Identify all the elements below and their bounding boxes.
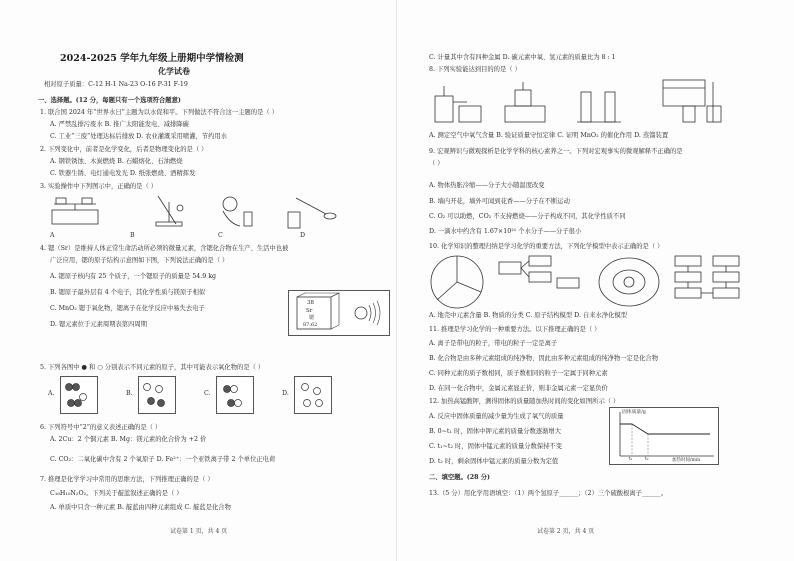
exam-page-right	[397, 0, 794, 561]
pouring-liquid-figure	[288, 198, 336, 228]
question-2: 2. 下列变化中，前者是化学变化，后者是物理变化的是（ ）	[40, 146, 208, 153]
hollow-atom	[302, 384, 309, 391]
question-3-figures	[48, 194, 348, 232]
question-4-option-d: D. 锶元素位于元素周期表第四周期	[50, 321, 147, 328]
question-2-options-ab: A. 钢铁锈蚀、木炭燃烧 B. 石蜡熔化、石油燃烧	[50, 158, 183, 165]
q3-label-b: B	[130, 232, 135, 239]
question-12-option-d: D. t₂ 时，剩余固体中锰元素的质量分数为定值	[429, 458, 559, 465]
question-4-line-1: 4. 锶（Sr）是维持人体正常生命活动所必须的微量元素，含锶化合物在生产、生活中也被	[40, 245, 289, 252]
question-10: 10. 化学知识的整理归纳是学习化学的重要方法，下列化学模型中表示正确的是（ ）	[429, 243, 664, 250]
hollow-atom	[144, 384, 151, 391]
graph-y-label: 固体质量/g	[622, 410, 646, 415]
question-12: 12. 加热高锰酸钾，测得固体的质量随加热时间的变化如图所示（ ）	[429, 398, 620, 405]
filled-atom	[148, 398, 155, 405]
question-7-line-1: 7. 推理是化学学习中常用的思维方法，下列推理正确的是（ ）	[40, 476, 214, 483]
filled-atom	[66, 384, 73, 391]
question-11-option-c: C. 同种元素的质子数相同，质子数相同的粒子一定属于同种元素	[429, 370, 608, 377]
question-9-line-2: （ ）	[429, 160, 444, 167]
question-9-option-c: C. O₂ 可以助燃，CO₂ 不支持燃烧——分子构成不同，其化学性质不同	[429, 213, 626, 220]
q5-option-label: A.	[48, 390, 55, 397]
filled-atom	[68, 400, 75, 407]
q3-label-d: D	[300, 232, 306, 239]
catalyst-apparatus	[577, 92, 621, 122]
atomic-number: 38	[307, 300, 314, 306]
q3-label-c: C	[218, 232, 223, 239]
water-purification-model	[675, 256, 739, 298]
question-7-line-2: C₁₆H₁₀N₂O₂。下列关于靛蓝叙述正确的是（ ）	[50, 490, 183, 497]
filled-atom	[158, 400, 165, 407]
question-6-options-cd: C. CO₂：二氧化碳中含有 2 个氧原子 D. Fe²⁺：一个亚铁离子带 2 个单位正电荷	[50, 456, 276, 463]
atomic-mass: 87.62	[303, 322, 318, 328]
question-1: 1. 联合国 2024 年“世界水日”主题为以水促和平。下列做法不符合这一主题的是（ ）	[40, 109, 278, 116]
q5-option-label: C.	[204, 390, 211, 397]
question-7-option-a: A. 单质中只含一种元素 B. 靛蓝由四种元素组成 C. 靛蓝是化合物	[50, 504, 231, 511]
question-12-option-b: B. 0~t₁ 时，固体中钾元素的质量分数逐渐增大	[429, 428, 562, 435]
question-11-option-a: A. 离子是带电的粒子，带电的粒子一定是离子	[429, 340, 558, 347]
question-6-options-ab: A. 2Cu：2 个铜元素 B. Mg：镁元素的化合价为 +2 价	[50, 436, 207, 443]
question-9-option-a: A. 物体热胀冷缩——分子大小随温度改变	[429, 182, 545, 189]
section-1-heading: 一、选择题。(12 分，每题只有一个选项符合题意)	[38, 97, 181, 104]
mass-curve	[620, 424, 710, 434]
hollow-atom	[304, 400, 311, 407]
question-12-option-c: C. t₁~t₂ 时，固体中锰元素的质量分数保持不变	[429, 443, 563, 450]
question-8: 8. 下列实验能达到目的的是（ ）	[429, 66, 521, 73]
heating-tube-figure	[156, 196, 183, 226]
question-10-options: A. 地壳中元素含量 B. 物质的分类 C. 原子结构模型 D. 自来水净化模型	[429, 312, 628, 319]
filled-atom	[75, 400, 82, 407]
question-9-option-d: D. 一滴水中约含有 1.67×10²¹ 个水分子——分子很小	[429, 228, 582, 235]
question-5-figures	[48, 376, 358, 416]
mass-balance-apparatus	[505, 82, 545, 122]
question-1-options-cd: C. 工业“三废”处理达标后排放 D. 农业灌溉采用喷灌，节约用水	[50, 133, 227, 140]
exam-title: 2024-2025 学年九年级上册期中学情检测	[60, 53, 244, 64]
atomic-masses: 相对原子质量：C-12 H-1 Na-23 O-16 P-31 F-19	[44, 81, 188, 88]
air-test-apparatus	[435, 86, 481, 122]
question-2-options-cd: C. 铁器生锈、电灯通电发光 D. 纸张燃烧、酒精挥发	[50, 170, 196, 177]
hollow-atom	[314, 388, 321, 395]
q3-label-a: A	[50, 232, 55, 239]
nucleus-circle	[355, 307, 367, 319]
filled-atom	[224, 386, 231, 393]
question-13: 13.（5 分）用化学用语填空：（1）两个氢原子______；（2）三个硫酸根离子______。	[429, 490, 668, 497]
exam-subtitle: 化学试卷	[158, 66, 190, 76]
question-5: 5. 下列各图中 ● 和 ○ 分别表示不同元素的原子，其中可能表示氧化物的是（ ）	[40, 364, 265, 371]
graph-t1-tick: t₁	[629, 457, 633, 462]
mass-time-graph	[609, 407, 719, 465]
hollow-atom	[80, 394, 87, 401]
q5-molecule-box	[138, 376, 176, 414]
substance-classification	[499, 256, 579, 288]
filled-atom	[228, 400, 235, 407]
section-2-heading: 二、填空题。(28 分)	[429, 474, 490, 481]
question-11-option-b: B. 化合物是由多种元素组成的纯净物，因此由多种元素组成的纯净物一定是化合物	[429, 355, 659, 362]
question-12-option-a: A. 反应中固体质量的减少量为生成了氧气的质量	[429, 413, 564, 420]
page-footer-right: 试卷第 2 页，共 4 页	[537, 528, 595, 535]
question-10-figures	[429, 254, 759, 310]
question-6: 6. 下列符号中“2”的意义表述正确的是（ ）	[40, 424, 162, 431]
strontium-figure	[288, 290, 390, 336]
question-4-option-b: B. 锶原子最外层有 4 个电子，其化学性质与镁原子相似	[50, 289, 206, 296]
question-4-option-a: A. 锶原子核内有 25 个质子，一个锶原子的质量是 54.9 kg	[50, 273, 217, 280]
question-9-option-b: B. 墙内开花，墙外可闻到花香——分子在不断运动	[429, 198, 570, 205]
question-8-options: A. 测定空气中氧气含量 B. 验证质量守恒定律 C. 证明 MnO₂ 的催化作用 D. 蒸馏装置	[429, 132, 669, 139]
question-7-option-cd: C. 计量其中含有四种金属 D. 碳元素中氧、氢元素的质量比为 8 : 1	[429, 54, 616, 61]
question-1-options-ab: A. 严禁乱排污废水 B. 推广太阳能发电、减排降碳	[50, 121, 189, 128]
hollow-atom	[235, 400, 242, 407]
person-smelling-figure	[223, 197, 252, 226]
hollow-atom	[316, 400, 323, 407]
question-3: 3. 实验操作中下列图示中，正确的是（ ）	[40, 183, 158, 190]
graph-x-label: 加热时间/min	[672, 458, 701, 463]
graph-t2-tick: t₂	[645, 457, 649, 462]
question-4-option-c: C. MnO₂ 锶于氧化物，锶离子在化学反应中易失去电子	[50, 305, 205, 312]
filled-atom	[73, 384, 80, 391]
question-9-line-1: 9. 宏观辨识与微观探析是化学学科的核心素养之一。下列对宏观事实的微观解释不正确的是	[429, 148, 683, 155]
q5-option-label: D.	[282, 390, 289, 397]
question-4-line-2: 广泛应用，锶的原子结构示意图如下图，下列说法正确的是（ ）	[50, 257, 229, 264]
question-11-option-d: D. 在同一化合物中，金属元素显正价，则非金属元素一定显负价	[429, 385, 608, 392]
q5-molecule-box	[60, 376, 98, 414]
question-8-figures	[431, 76, 751, 128]
atom-structure-model	[599, 258, 659, 306]
crust-pie-chart	[431, 256, 483, 308]
element-symbol: Sr	[306, 308, 313, 314]
page-footer-left: 试卷第 1 页，共 4 页	[170, 528, 228, 535]
q5-molecule-box	[216, 376, 254, 414]
distillation-apparatus	[663, 80, 721, 122]
hollow-atom	[231, 386, 238, 393]
q5-option-label: B.	[126, 390, 133, 397]
q5-molecule-box	[294, 376, 332, 414]
balance-figure	[52, 198, 98, 224]
hollow-atom	[156, 386, 163, 393]
question-11: 11. 推理是学习化学的一种重要方法。以下推理正确的是（ ）	[429, 326, 601, 333]
element-name: 锶	[309, 315, 315, 321]
